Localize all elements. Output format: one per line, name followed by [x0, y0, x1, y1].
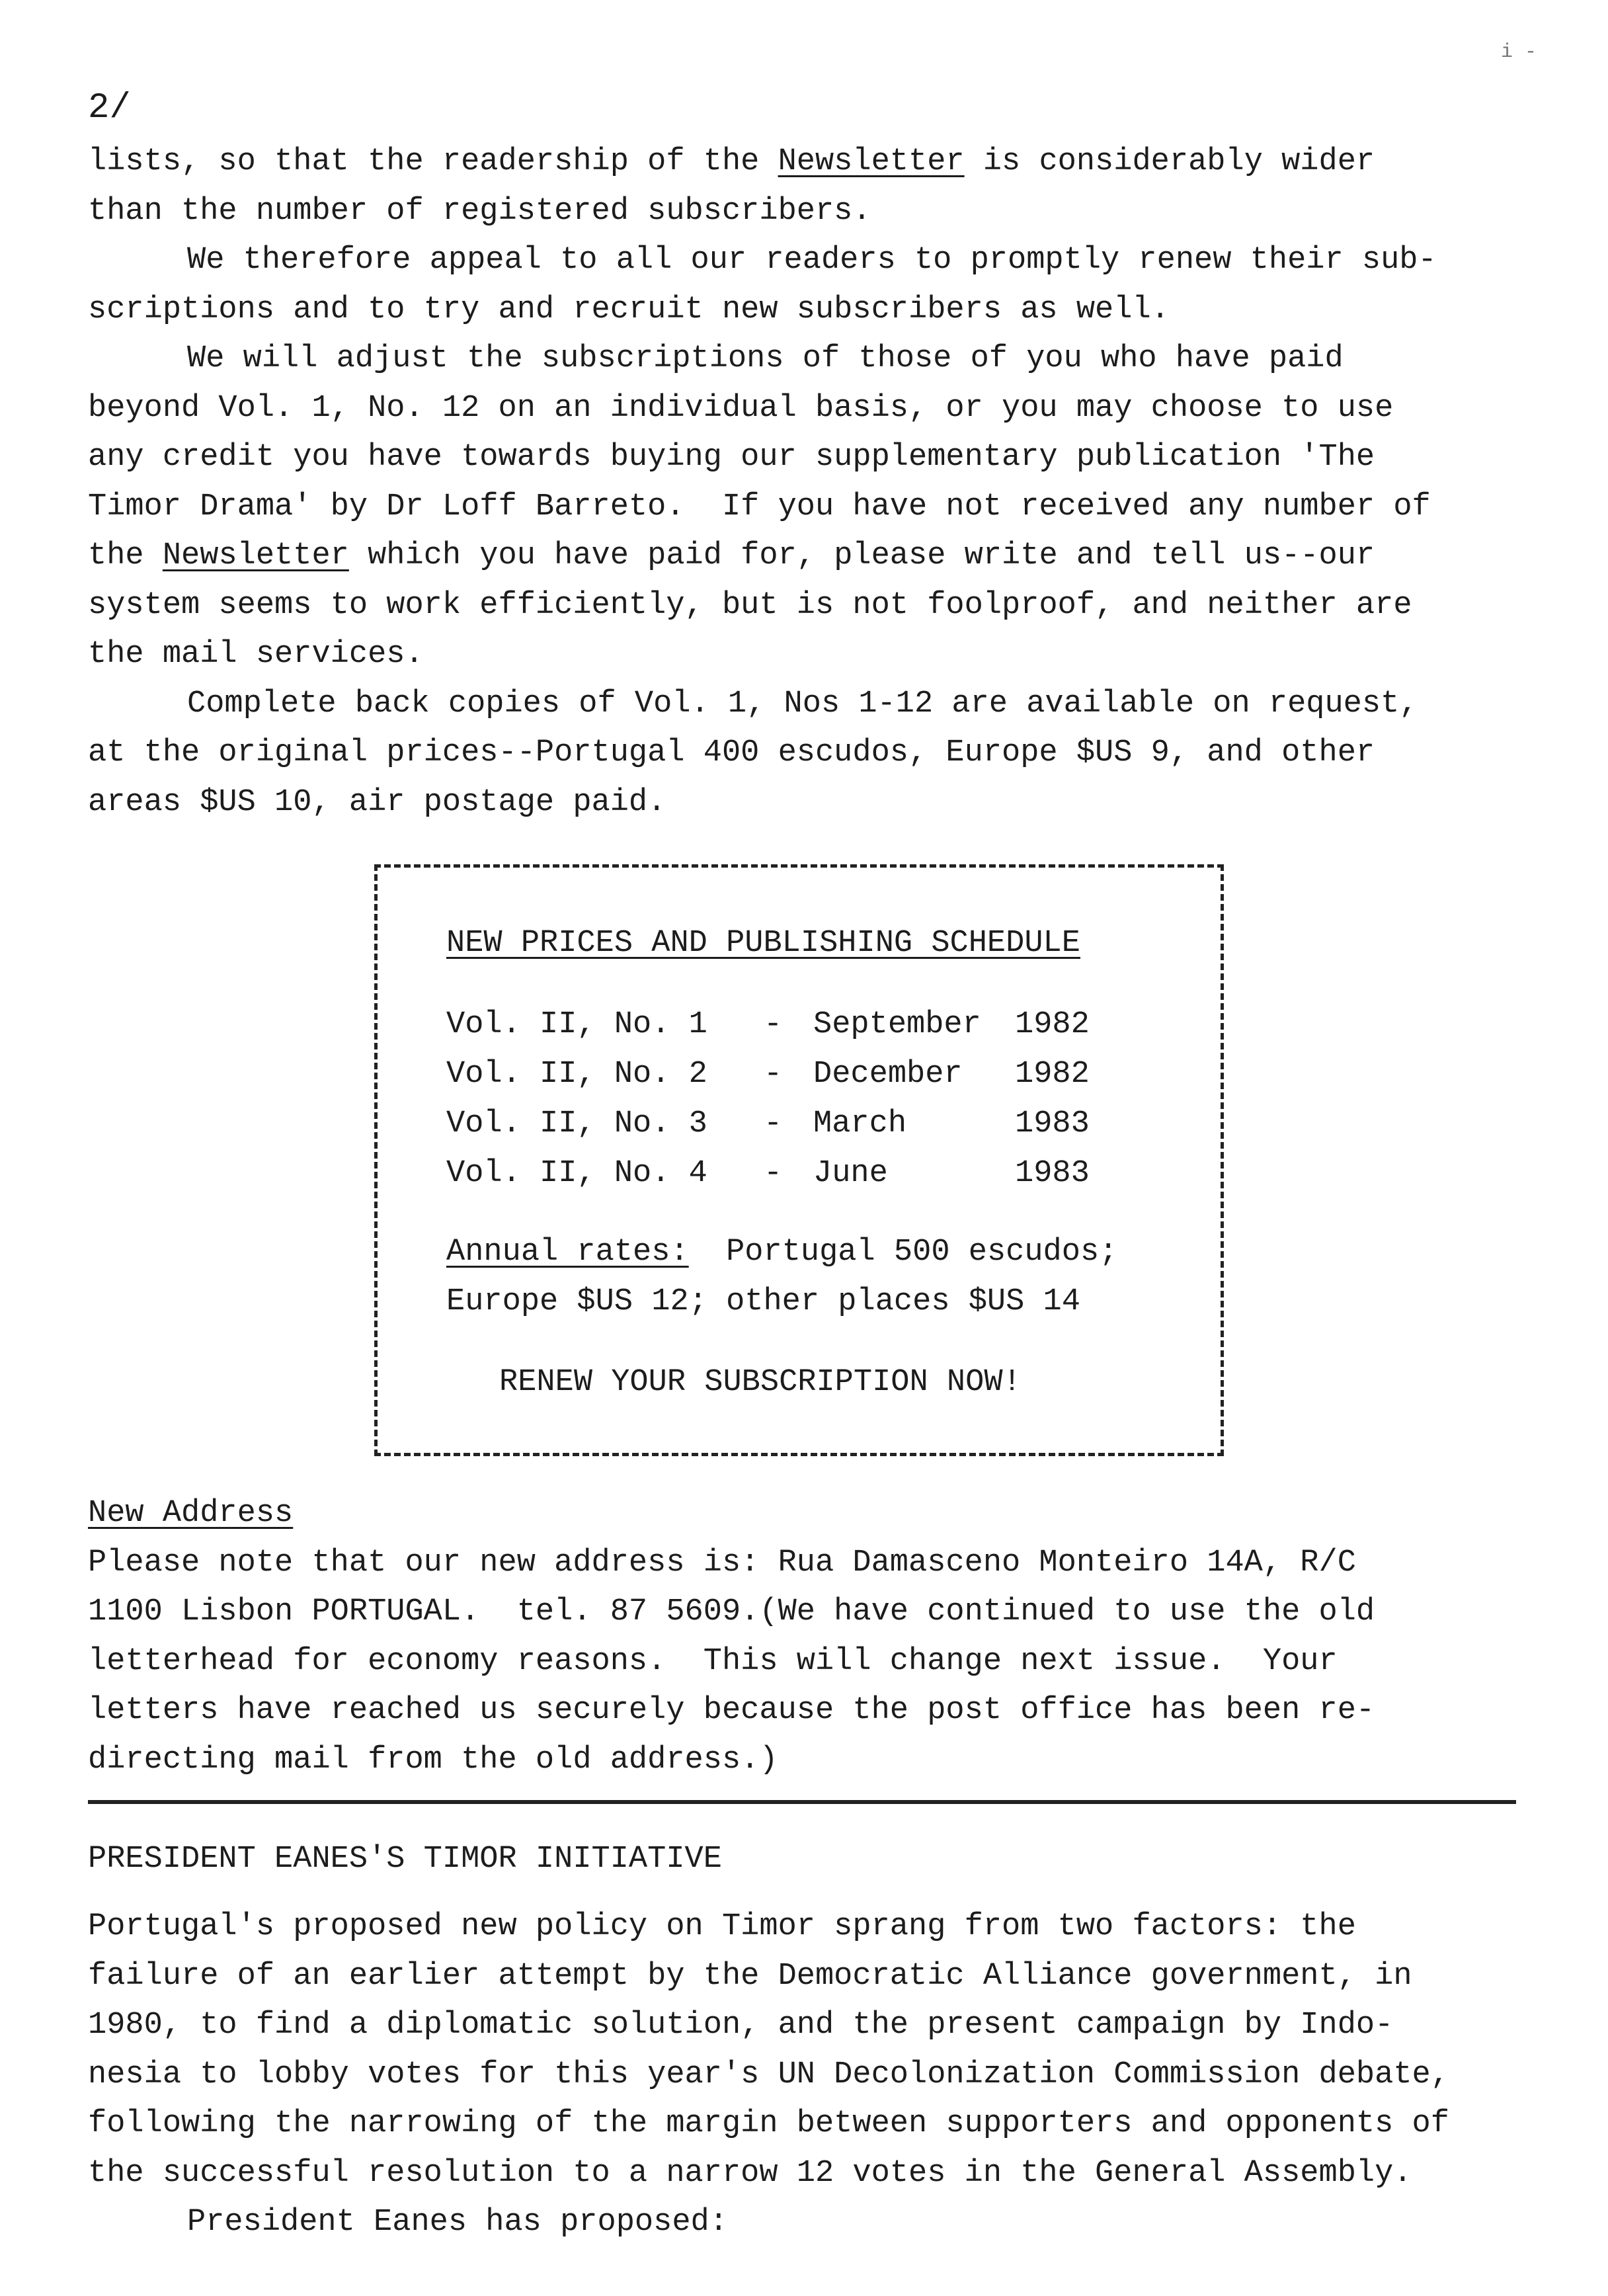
schedule-dash: -	[764, 1106, 783, 1141]
schedule-month: December	[813, 1057, 963, 1092]
text-line: President Eanes has proposed:	[187, 2205, 728, 2240]
text-line: following the narrowing of the margin between supporters and opponents of	[88, 2106, 1449, 2141]
new-address-heading: New Address	[88, 1496, 294, 1531]
text-line: any credit you have towards buying our supplementary publication 'The	[88, 440, 1375, 475]
text-line: the successful resolution to a narrow 12 votes in the General Assembly.	[88, 2155, 1412, 2191]
text-line: We will adjust the subscriptions of those of you who have paid	[187, 341, 1344, 376]
schedule-title: NEW PRICES AND PUBLISHING SCHEDULE	[446, 926, 1080, 961]
renew-notice: RENEW YOUR SUBSCRIPTION NOW!	[499, 1365, 1022, 1400]
schedule-dash: -	[764, 1156, 783, 1191]
text-line: nesia to lobby votes for this year's UN Decolonization Commission debate,	[88, 2057, 1449, 2092]
schedule-dash: -	[764, 1007, 783, 1042]
schedule-year: 1982	[1015, 1057, 1090, 1092]
new-address-section	[88, 1489, 1543, 1785]
rates-line: Annual rates: Portugal 500 escudos;	[446, 1235, 1118, 1270]
text-line: system seems to work efficiently, but is not foolproof, and neither are	[88, 587, 1412, 623]
schedule-box	[374, 864, 1224, 1456]
corner-mark: i -	[1501, 41, 1537, 63]
text-line: Complete back copies of Vol. 1, Nos 1-12 are available on request,	[187, 686, 1418, 721]
schedule-year: 1983	[1015, 1156, 1090, 1191]
schedule-month: June	[813, 1156, 888, 1191]
schedule-list	[446, 1000, 1174, 1198]
article-heading: PRESIDENT EANES'S TIMOR INITIATIVE	[88, 1842, 722, 1877]
text-line: areas $US 10, air postage paid.	[88, 784, 666, 820]
newsletter-title: Newsletter	[778, 144, 965, 179]
page-number: 2/	[88, 88, 131, 128]
text-line: letterhead for economy reasons. This will change next issue. Your	[88, 1643, 1338, 1679]
schedule-box-content	[446, 917, 1174, 1409]
annual-rates	[446, 1228, 1174, 1327]
article-body	[88, 1903, 1543, 2248]
schedule-volume: Vol. II, No. 1	[446, 1007, 707, 1042]
article-heading-block	[88, 1835, 1543, 1885]
text-line: directing mail from the old address.)	[88, 1742, 778, 1778]
schedule-year: 1982	[1015, 1007, 1090, 1042]
rates-line: Europe $US 12; other places $US 14	[446, 1284, 1080, 1319]
text-line: letters have reached us securely because the post office has been re-	[88, 1693, 1375, 1728]
text-line: 1980, to find a diplomatic solution, and the present campaign by Indo-	[88, 2008, 1394, 2043]
schedule-volume: Vol. II, No. 2	[446, 1057, 707, 1092]
subscription-appeal-section	[88, 138, 1543, 827]
text-line: We therefore appeal to all our readers to promptly renew their sub-	[187, 243, 1437, 278]
section-divider	[88, 1800, 1516, 1804]
schedule-month: September	[813, 1007, 981, 1042]
schedule-volume: Vol. II, No. 3	[446, 1106, 707, 1141]
schedule-year: 1983	[1015, 1106, 1090, 1141]
schedule-row	[446, 1000, 1174, 1049]
text-line: lists, so that the readership of the Newsletter is considerably wider	[88, 144, 1375, 179]
schedule-month: March	[813, 1106, 907, 1141]
text-line: the Newsletter which you have paid for, please write and tell us--our	[88, 538, 1375, 573]
text-line: the mail services.	[88, 637, 424, 672]
text-line: Portugal's proposed new policy on Timor sprang from two factors: the	[88, 1909, 1356, 1944]
rates-label: Annual rates:	[446, 1235, 689, 1270]
schedule-volume: Vol. II, No. 4	[446, 1156, 707, 1191]
text-line: 1100 Lisbon PORTUGAL. tel. 87 5609.(We have continued to use the old	[88, 1594, 1375, 1629]
schedule-dash: -	[764, 1057, 783, 1092]
newsletter-title: Newsletter	[162, 538, 349, 573]
text-line: scriptions and to try and recruit new subscribers as well.	[88, 292, 1170, 327]
schedule-row	[446, 1049, 1174, 1099]
text-line: than the number of registered subscribers.	[88, 193, 871, 229]
text-line: failure of an earlier attempt by the Democratic Alliance government, in	[88, 1958, 1412, 1994]
text-line: Please note that our new address is: Rua Damasceno Monteiro 14A, R/C	[88, 1545, 1356, 1580]
text-line: beyond Vol. 1, No. 12 on an individual basis, or you may choose to use	[88, 390, 1394, 426]
text-line: Timor Drama' by Dr Loff Barreto. If you have not received any number of	[88, 489, 1431, 524]
text-line: at the original prices--Portugal 400 escudos, Europe $US 9, and other	[88, 735, 1375, 770]
schedule-row	[446, 1099, 1174, 1149]
schedule-row	[446, 1149, 1174, 1198]
